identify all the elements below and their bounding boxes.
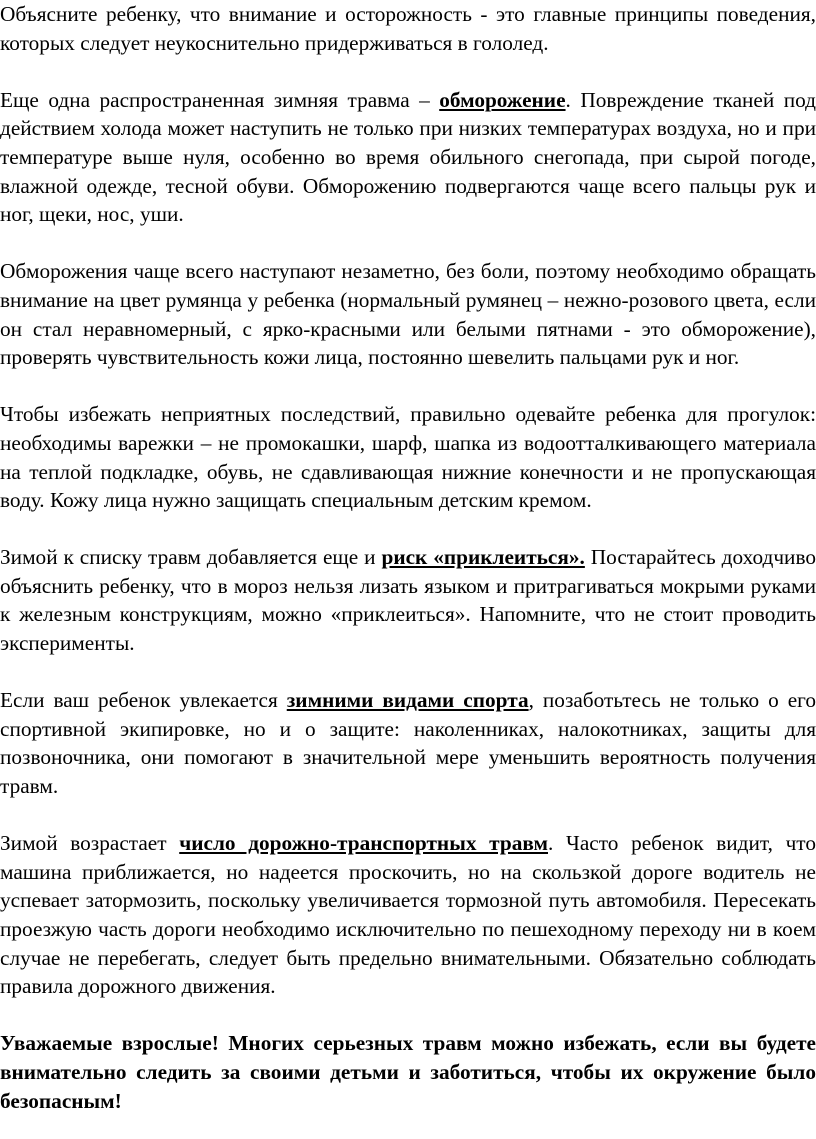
paragraph-spacer <box>0 515 816 544</box>
paragraph-frostbite-body: . Повреждение тканей под действием холода может наступить не только при низких температурах воздуха, но и при температуре выше нуля, особенно во время обильного снегопада, при сырой погоде, влажной одежде, тесной обуви. Обморожению подвергаются чаще всего пальцы рук и ног, щеки, нос, уши. <box>0 87 816 227</box>
paragraph-spacer <box>0 1001 816 1030</box>
paragraph-sticking-risk <box>0 543 816 657</box>
paragraph-clothing: Чтобы избежать неприятных последствий, правильно одевайте ребенка для прогулок: необходимы варежки – не промокашки, шарф, шапка из водоотталкивающего материала на теплой подкладке, обувь, не сдавливающая нижние конечности и не пропускающая воду. Кожу лица нужно защищать специальным детским кремом. <box>0 402 816 513</box>
paragraph-spacer <box>0 658 816 687</box>
paragraph-road-body: . Часто ребенок видит, что машина приближается, но надеется проскочить, но на скользкой дороге водитель не успевает затормозить, поскольку увеличивается тормозной путь автомобиля. Пересекать проезжую часть дороги необходимо исключительно по пешеходному переходу ни в коем случае не перебегать, следует быть предельно внимательными. Обязательно соблюдать правила дорожного движения. <box>0 831 816 999</box>
paragraph-spacer <box>0 801 816 830</box>
paragraph-sticking-intro: Зимой к списку травм добавляется еще и <box>0 545 382 570</box>
highlight-sticking-risk: риск «приклеиться». <box>381 545 585 570</box>
paragraph-winter-sports <box>0 686 816 800</box>
paragraph-spacer <box>0 372 816 401</box>
paragraph-frostbite <box>0 86 816 229</box>
paragraph-sticking-body: Постарайтесь доходчиво объяснить ребенку, что в мороз нельзя лизать языком и притрагиваться мокрыми руками к железным конструкциям, можно «приклеиться». Напомните, что не стоит проводить эксперименты. <box>0 545 816 656</box>
paragraph-sports-intro: Если ваш ребенок увлекается <box>0 688 287 713</box>
paragraph-road-traffic <box>0 829 816 1001</box>
paragraph-spacer <box>0 229 816 258</box>
highlight-frostbite: обморожение <box>439 87 566 112</box>
paragraph-frostbite-intro: Еще одна распространенная зимняя травма – <box>0 87 440 112</box>
highlight-winter-sports: зимними видами спорта <box>286 688 529 713</box>
closing-appeal: Уважаемые взрослые! Многих серьезных травм можно избежать, если вы будете внимательно следить за своими детьми и заботиться, чтобы их окружение было безопасным! <box>0 1031 816 1113</box>
paragraph-caution: Объясните ребенку, что внимание и осторожность - это главные принципы поведения, которых следует неукоснительно придерживаться в гололед. <box>0 2 816 55</box>
paragraph-road-intro: Зимой возрастает <box>0 831 180 856</box>
paragraph-frostbite-signs: Обморожения чаще всего наступают незаметно, без боли, поэтому необходимо обращать внимание на цвет румянца у ребенка (нормальный румянец – нежно-розового цвета, если он стал неравномерный, с ярко-красными или белыми пятнами - это обморожение), проверять чувствительность кожи лица, постоянно шевелить пальцами рук и ног. <box>0 259 816 370</box>
paragraph-sports-body: , позаботьтесь не только о его спортивной экипировке, но и о защите: наколенниках, налокотниках, защиты для позвоночника, они помогают в значительной мере уменьшить вероятность получения травм. <box>0 688 816 799</box>
paragraph-spacer <box>0 57 816 86</box>
highlight-road-traffic: число дорожно-транспортных травм <box>179 831 548 856</box>
